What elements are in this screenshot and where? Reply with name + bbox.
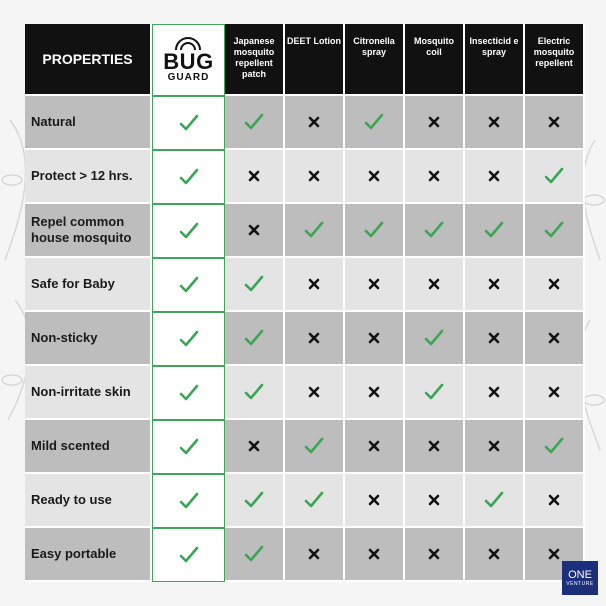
cross-icon (285, 366, 345, 420)
cross-icon (345, 420, 405, 474)
cross-icon (345, 150, 405, 204)
check-icon (152, 528, 225, 582)
check-icon (525, 150, 585, 204)
cross-icon (405, 150, 465, 204)
badge-line1: ONE (568, 569, 592, 581)
check-icon (525, 420, 585, 474)
property-label: Safe for Baby (25, 258, 152, 312)
check-icon (285, 474, 345, 528)
cross-icon (405, 474, 465, 528)
cross-icon (285, 528, 345, 582)
cross-icon (285, 258, 345, 312)
cross-icon (345, 366, 405, 420)
cross-icon (345, 258, 405, 312)
check-icon (152, 420, 225, 474)
cross-icon (525, 474, 585, 528)
property-label: Non-irritate skin (25, 366, 152, 420)
cross-icon (345, 312, 405, 366)
header-column: Mosquito coil (405, 24, 465, 96)
cross-icon (465, 420, 525, 474)
property-label: Ready to use (25, 474, 152, 528)
cross-icon (465, 366, 525, 420)
cross-icon (465, 312, 525, 366)
check-icon (465, 204, 525, 258)
logo-guard-text: GUARD (167, 72, 210, 83)
check-icon (225, 366, 285, 420)
cross-icon (465, 258, 525, 312)
cross-icon (465, 528, 525, 582)
check-icon (405, 312, 465, 366)
cross-icon (405, 420, 465, 474)
header-column: Japanese mosquito repellent patch (225, 24, 285, 96)
property-label: Mild scented (25, 420, 152, 474)
cross-icon (405, 96, 465, 150)
header-column: Insecticid e spray (465, 24, 525, 96)
check-icon (405, 366, 465, 420)
comparison-table (25, 24, 585, 582)
logo-bug-text: BUG (163, 49, 214, 74)
check-icon (465, 474, 525, 528)
property-label: Repel common house mosquito (25, 204, 152, 258)
check-icon (225, 528, 285, 582)
property-label: Protect > 12 hrs. (25, 150, 152, 204)
header-properties: PROPERTIES (25, 24, 152, 96)
cross-icon (285, 312, 345, 366)
check-icon (152, 258, 225, 312)
cross-icon (345, 528, 405, 582)
cross-icon (465, 96, 525, 150)
one-venture-badge (562, 561, 598, 595)
header-column: Citronella spray (345, 24, 405, 96)
bug-guard-logo (152, 24, 225, 96)
check-icon (152, 366, 225, 420)
cross-icon (225, 150, 285, 204)
check-icon (225, 312, 285, 366)
check-icon (285, 420, 345, 474)
cross-icon (405, 528, 465, 582)
check-icon (285, 204, 345, 258)
check-icon (152, 204, 225, 258)
cross-icon (525, 258, 585, 312)
property-label: Natural (25, 96, 152, 150)
check-icon (525, 204, 585, 258)
check-icon (225, 258, 285, 312)
cross-icon (285, 150, 345, 204)
cross-icon (225, 204, 285, 258)
header-column: Electric mosquito repellent (525, 24, 585, 96)
check-icon (345, 96, 405, 150)
cross-icon (465, 150, 525, 204)
check-icon (405, 204, 465, 258)
cross-icon (285, 96, 345, 150)
badge-line2: VENTURE (566, 581, 594, 587)
cross-icon (525, 312, 585, 366)
property-label: Non-sticky (25, 312, 152, 366)
check-icon (152, 96, 225, 150)
cross-icon (225, 420, 285, 474)
cross-icon (525, 366, 585, 420)
check-icon (152, 312, 225, 366)
check-icon (225, 96, 285, 150)
check-icon (345, 204, 405, 258)
header-column: DEET Lotion (285, 24, 345, 96)
cross-icon (405, 258, 465, 312)
cross-icon (345, 474, 405, 528)
cross-icon (525, 96, 585, 150)
check-icon (152, 474, 225, 528)
property-label: Easy portable (25, 528, 152, 582)
check-icon (225, 474, 285, 528)
check-icon (152, 150, 225, 204)
